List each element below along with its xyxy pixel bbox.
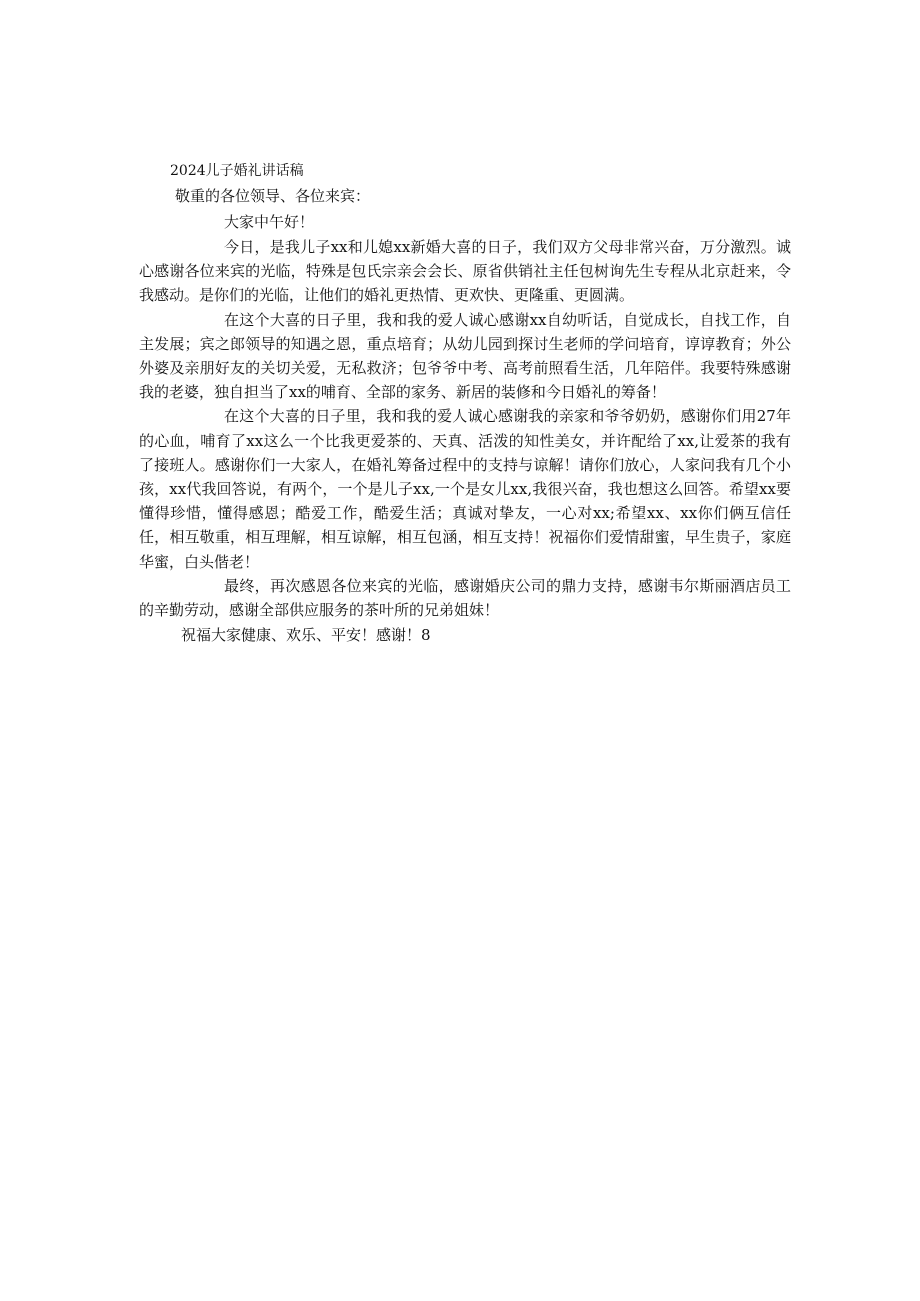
greeting: 大家中午好！ xyxy=(224,213,315,231)
paragraph-thanks-guests: 今日，是我儿子xx和儿媳xx新婚大喜的日子，我们双方父母非常兴奋，万分激烈。诚心感谢各位来宾的光临，特殊是包氏宗亲会会长、原省供销社主任包树询先生专程从北京赶来，令我感动。是你们的光临，让他们的婚礼更热情、更欢快、更隆重、更圆满。 xyxy=(139,238,791,305)
paragraph-thanks-son: 在这个大喜的日子里，我和我的爱人诚心感谢xx自幼听话，自觉成长，自找工作，自主发展；宾之郎领导的知遇之恩，重点培育；从幼儿园到探讨生老师的学问培育，谆谆教育；外公外婆及亲朋好友的关切关爱，无私救济；包爷爷中考、高考前照看生活，几年陪伴。我要特殊感谢我的老婆，独自担当了xx的哺育、全部的家务、新居的装修和今日婚礼的筹备！ xyxy=(139,310,791,402)
salutation: 敬重的各位领导、各位来宾： xyxy=(175,187,371,205)
paragraph-thanks-in-laws: 在这个大喜的日子里，我和我的爱人诚心感谢我的亲家和爷爷奶奶，感谢你们用27年的心血，哺育了xx这么一个比我更爱茶的、天真、活泼的知性美女，并许配给了xx,让爱茶的我有了接班人。感谢你们一大家人，在婚礼筹备过程中的支持与谅解！请你们放心，人家问我有几个小孩，xx代我回答说，有两个，一个是儿子xx,一个是女儿xx,我很兴奋，我也想这么回答。希望xx要懂得珍惜，懂得感恩；酷爱工作，酷爱生活；真诚对挚友，一心对xx;希望xx、xx你们俩互信任任，相互敬重，相互理解，相互谅解，相互包涵，相互支持！祝福你们爱情甜蜜，早生贵子，家庭华蜜，白头偕老！ xyxy=(139,407,791,571)
closing-blessing: 祝福大家健康、欢乐、平安！感谢！8 xyxy=(181,626,431,645)
speech-body xyxy=(139,160,791,647)
paragraph-final-thanks: 最终，再次感恩各位来宾的光临，感谢婚庆公司的鼎力支持，感谢韦尔斯丽酒店员工的辛勤劳动，感谢全部供应服务的茶叶所的兄弟姐妹！ xyxy=(139,576,791,620)
document-title: 2024儿子婚礼讲话稿 xyxy=(170,163,304,179)
